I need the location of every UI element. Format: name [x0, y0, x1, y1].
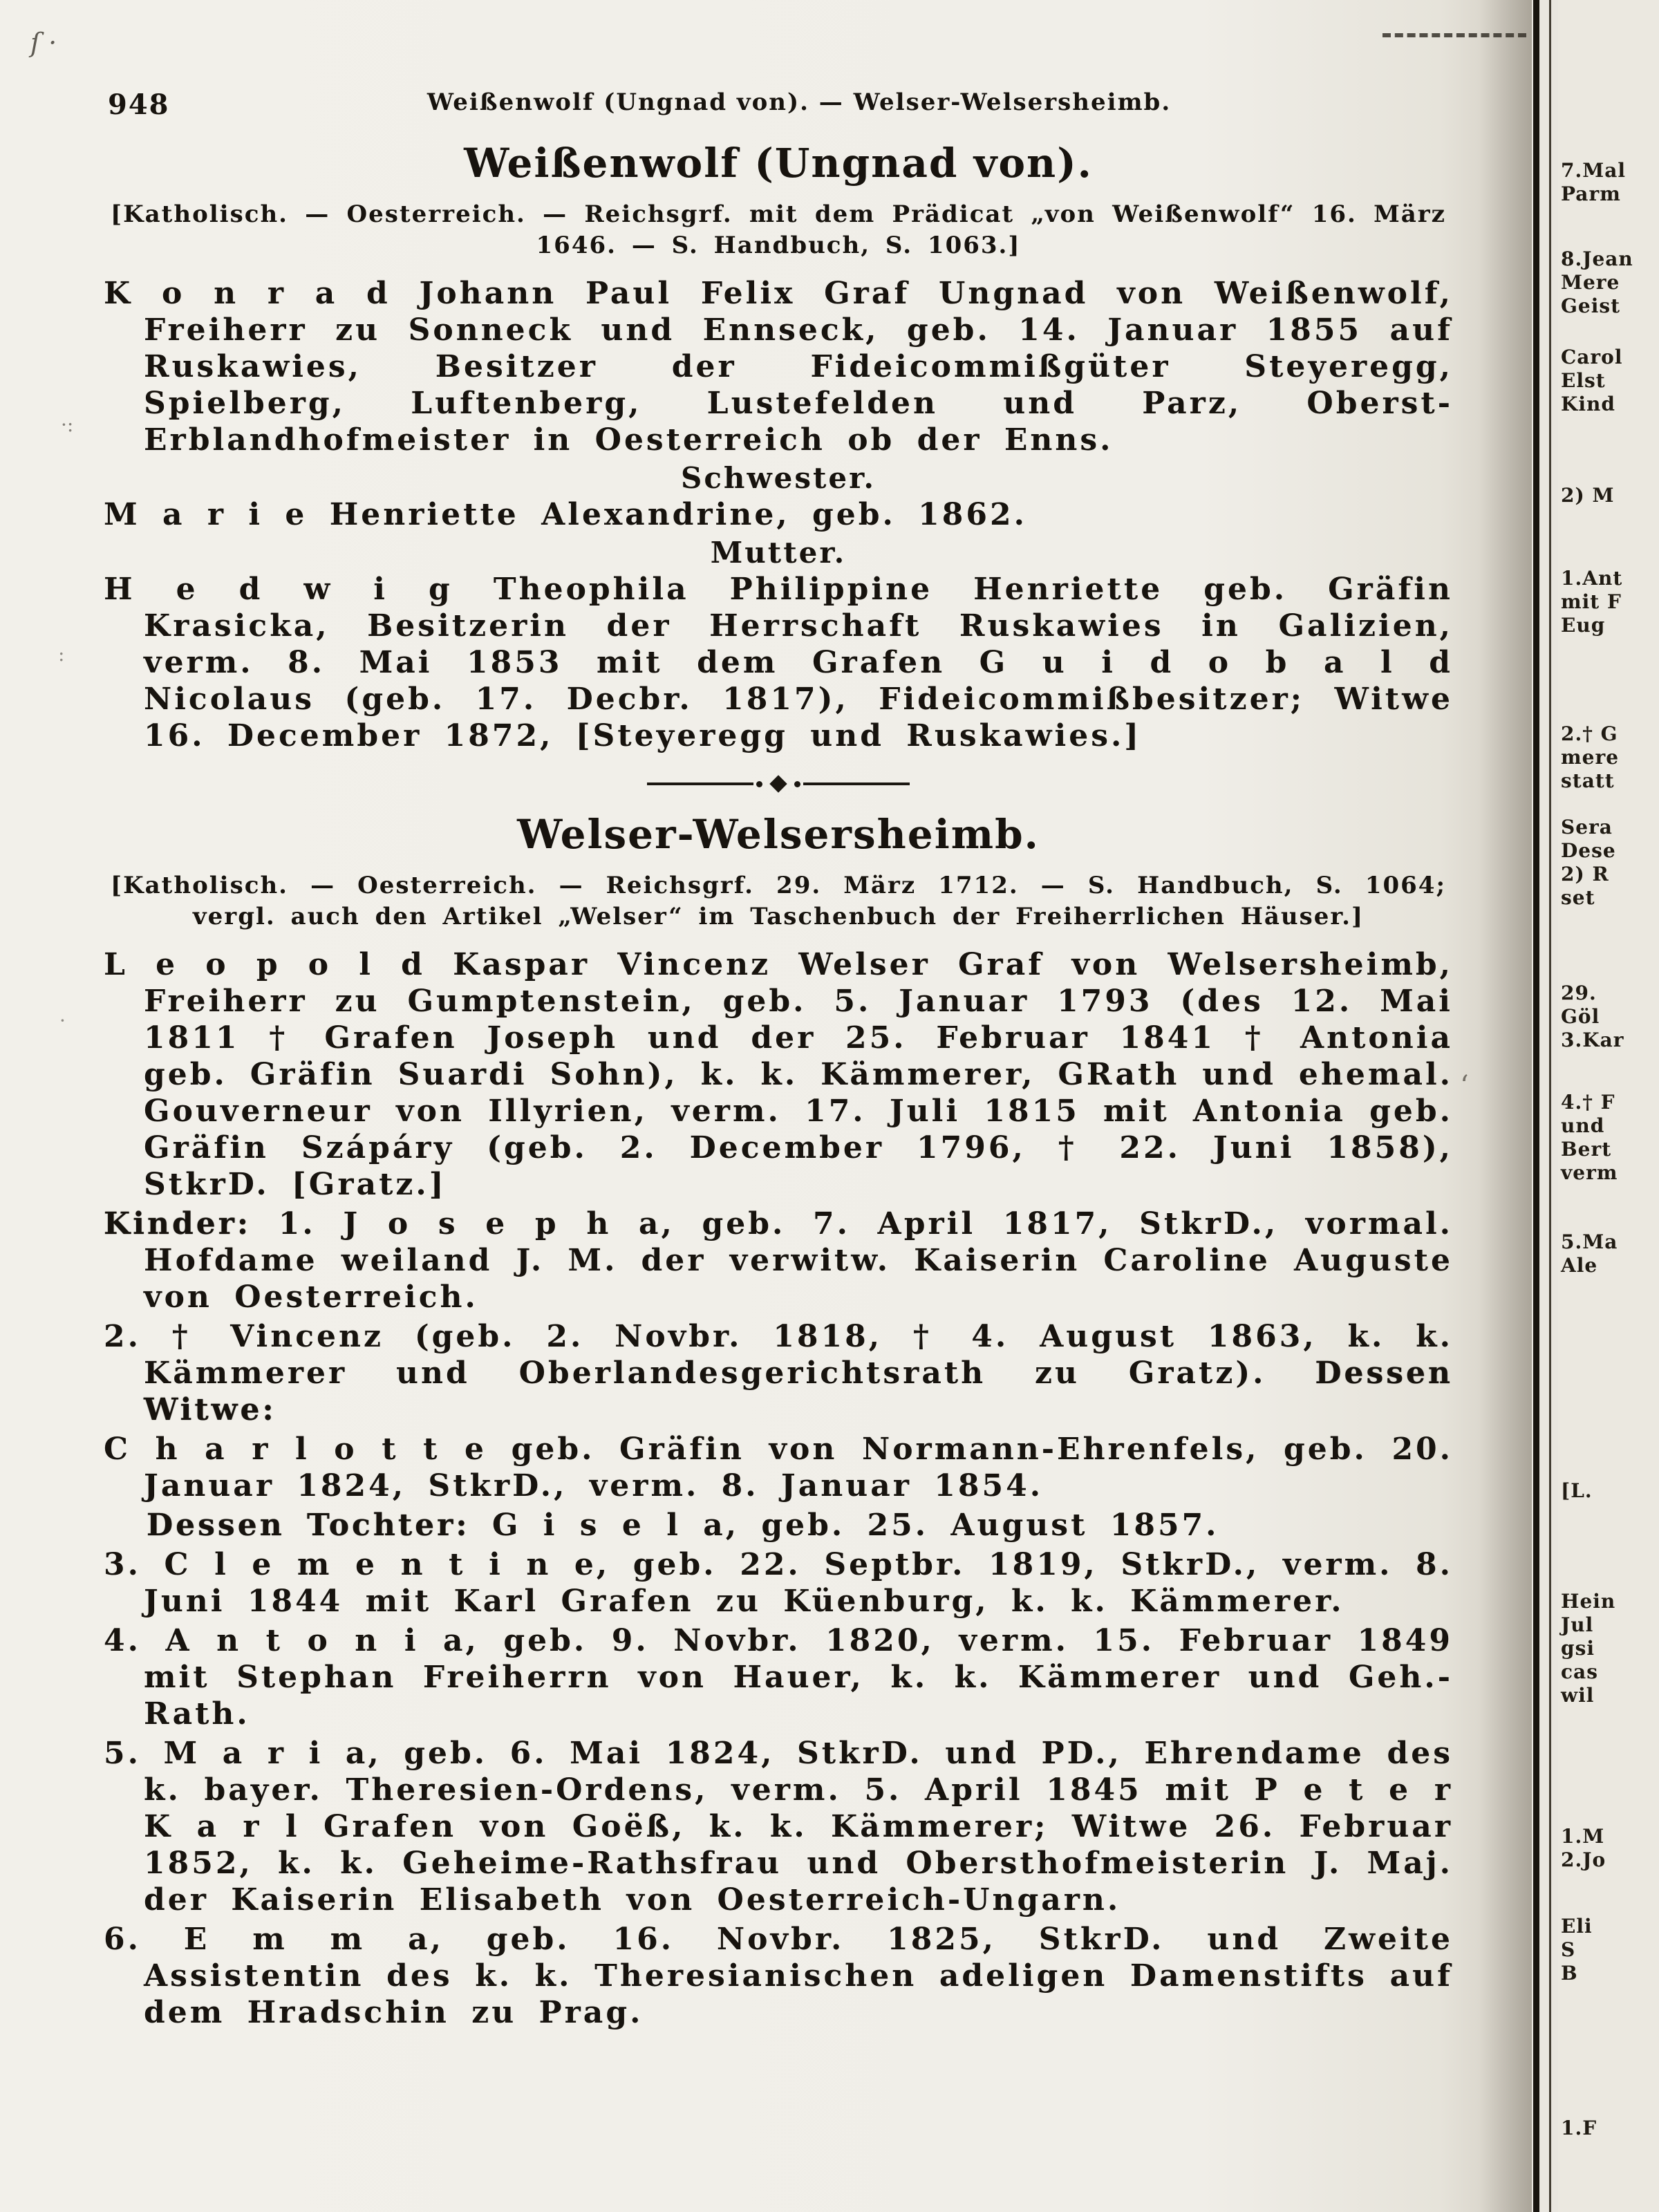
running-head: Weißenwolf (Ungnad von). — Welser-Welsersheimb.: [427, 88, 1172, 116]
page-header: [104, 88, 1453, 124]
adjacent-page-fragment: 2) R: [1561, 863, 1609, 885]
entry-child-4: [104, 1622, 1453, 1732]
entry-child-2: [104, 1318, 1453, 1428]
adjacent-page-fragment: [L.: [1561, 1479, 1593, 1502]
fragment-group: [1561, 1590, 1659, 1707]
adjacent-page-fragment: Bert: [1561, 1138, 1612, 1161]
entry-child-2-daughter: [104, 1507, 1453, 1544]
adjacent-page-column: [1558, 0, 1659, 2212]
entry-tail: Dessen Witwe:: [144, 1356, 1453, 1427]
adjacent-page-fragment: B: [1561, 1962, 1578, 1985]
page-edge-rule-thick: [1533, 0, 1539, 2212]
scan-artifact-speck: ·: [59, 1009, 66, 1032]
fragment-group: [1561, 159, 1659, 206]
page-edge-rule-thin: [1549, 0, 1551, 2212]
adjacent-page-fragment: 2.† G: [1561, 722, 1618, 745]
scan-artifact-speck: ·:: [61, 413, 74, 436]
section-title: Welser-Welsersheimb.: [517, 811, 1040, 858]
entry-text: 6. E m m a, geb. 16. Novbr. 1825, StkrD. und Zweite Assistentin des k. k. Theresianischen adeligen Damenstifts auf dem Hradschin zu Prag.: [104, 1922, 1453, 2030]
fragment-group: [1561, 346, 1659, 416]
adjacent-page-fragment: 3.Kar: [1561, 1029, 1624, 1051]
adjacent-page-fragment: Carol: [1561, 346, 1623, 368]
fragment-group: [1561, 1230, 1659, 1277]
section-weissenwolf: [104, 140, 1453, 754]
section-welser: [104, 811, 1453, 2031]
scan-artifact-speck: ʻ: [1460, 1070, 1469, 1102]
section-divider: [647, 778, 910, 790]
entry-child-3: [104, 1546, 1453, 1620]
fragment-group: [1561, 1091, 1659, 1185]
adjacent-page-fragment: Jul: [1561, 1613, 1594, 1636]
entry-child-6: [104, 1921, 1453, 2031]
fragment-group: [1561, 567, 1659, 637]
adjacent-page-fragment: Geist: [1561, 294, 1621, 317]
page-gutter-shadow: [1479, 0, 1532, 2212]
entry-lead: Kinder:: [104, 1206, 252, 1241]
entry-child-2-widow: [104, 1431, 1453, 1504]
adjacent-page-fragment: Mere: [1561, 271, 1620, 294]
adjacent-page-fragment: Hein: [1561, 1590, 1616, 1613]
adjacent-page-fragment: 1.M: [1561, 1825, 1605, 1848]
adjacent-page-fragment: Eli: [1561, 1915, 1593, 1938]
adjacent-page-fragment: 5.Ma: [1561, 1230, 1618, 1253]
divider-line: [803, 782, 910, 785]
divider-dot: [794, 781, 800, 787]
adjacent-page-fragment: 2) M: [1561, 484, 1615, 507]
adjacent-page-fragment: mit F: [1561, 590, 1622, 613]
entry-text: 4. A n t o n i a, geb. 9. Novbr. 1820, verm. 15. Februar 1849 mit Stephan Freiherrn von Hauer, k. k. Kämmerer und Geh.-Rath.: [104, 1623, 1453, 1732]
adjacent-page-fragment: verm: [1561, 1161, 1618, 1184]
fragment-group: [1561, 1825, 1659, 1872]
adjacent-page-fragment: cas: [1561, 1660, 1598, 1683]
adjacent-page-fragment: Eug: [1561, 614, 1606, 637]
adjacent-page-fragment: wil: [1561, 1684, 1595, 1707]
entry-head-of-family: K o n r a d Johann Paul Felix Graf Ungnad von Weißenwolf, Freiherr zu Sonneck und Ennseck, geb. 14. Januar 1855 auf Ruskawies, Besitzer der Fideicommißgüter Steyeregg, Spielberg, Luftenberg, Lustefelden und Parz, Oberst-Erblandhofmeister in Oesterreich ob der Enns.: [104, 276, 1453, 458]
adjacent-page-fragment: mere: [1561, 746, 1620, 769]
fragment-group: [1561, 982, 1659, 1052]
adjacent-page-fragment: Kind: [1561, 393, 1615, 415]
adjacent-page-fragment: gsi: [1561, 1637, 1595, 1660]
divider-dot: [756, 781, 762, 787]
entry-text: C h a r l o t t e geb. Gräfin von Normann-Ehrenfels, geb. 20. Januar 1824, StkrD., verm. 8. Januar 1854.: [104, 1432, 1453, 1503]
adjacent-page-fragment: Ale: [1561, 1254, 1598, 1277]
entry-sister: M a r i e Henriette Alexandrine, geb. 1862.: [104, 497, 1027, 532]
fragment-group: [1561, 1915, 1659, 1985]
entry-text: 3. C l e m e n t i n e, geb. 22. Septbr. 1819, StkrD., verm. 8. Juni 1844 mit Karl Grafen zu Küenburg, k. k. Kämmerer.: [104, 1547, 1453, 1619]
adjacent-page-fragment: 29.: [1561, 982, 1597, 1004]
entry-text: G i s e l a, geb. 25. August 1857.: [469, 1508, 1219, 1543]
section-title: Weißenwolf (Ungnad von).: [464, 140, 1093, 187]
entry-child-5: [104, 1735, 1453, 1918]
scan-artifact-ink: ſ ·: [30, 28, 57, 58]
adjacent-page-fragment: Elst: [1561, 369, 1606, 392]
page-number: 948: [108, 88, 170, 121]
adjacent-page-fragment: 8.Jean: [1561, 247, 1633, 270]
fragment-group: [1561, 816, 1659, 910]
entry-lead: Dessen Tochter:: [147, 1508, 470, 1543]
adjacent-page-fragment: 7.Mal: [1561, 159, 1627, 182]
adjacent-page-fragment: Parm: [1561, 182, 1621, 205]
scan-artifact-speck: :: [58, 643, 65, 666]
adjacent-page-fragment: Sera: [1561, 816, 1613, 838]
entry-head-of-family: L e o p o l d Kaspar Vincenz Welser Graf von Welsersheimb, Freiherr zu Gumptenstein, geb. 5. Januar 1793 (des 12. Mai 1811 † Grafen Joseph und der 25. Februar 1841 † Antonia geb. Gräfin Suardi Sohn), k. k. Kämmerer, GRath und ehemal. Gouverneur von Illyrien, verm. 17. Juli 1815 mit Antonia geb. Gräfin Szápáry (geb. 2. December 1796, † 22. Juni 1858), StkrD. [Gratz.]: [104, 947, 1453, 1202]
subheading-mutter: Mutter.: [710, 536, 847, 570]
entry-mother: H e d w i g Theophila Philippine Henriette geb. Gräfin Krasicka, Besitzerin der Herrschaft Ruskawies in Galizien, verm. 8. Mai 1853 mit dem Grafen G u i d o b a l d Nicolaus (geb. 17. Decbr. 1817), Fideicommißbesitzer; Witwe 16. December 1872, [Steyeregg und Ruskawies.]: [104, 572, 1453, 753]
adjacent-page-fragment: und: [1561, 1114, 1605, 1137]
adjacent-page-fragment: 1.Ant: [1561, 567, 1623, 590]
adjacent-page-fragment: 2.Jo: [1561, 1848, 1606, 1871]
section-intro: [Katholisch. — Oesterreich. — Reichsgrf. 29. März 1712. — S. Handbuch, S. 1064; vergl. auch den Artikel „Welser“ im Taschenbuch der Freiherrlichen Häuser.]: [111, 872, 1446, 930]
adjacent-page-fragment: Göl: [1561, 1005, 1600, 1028]
section-intro: [Katholisch. — Oesterreich. — Reichsgrf. mit dem Prädicat „von Weißenwolf“ 16. März 1646. — S. Handbuch, S. 1063.]: [111, 200, 1446, 259]
adjacent-page-fragment: Dese: [1561, 839, 1616, 862]
fragment-group: [1561, 722, 1659, 793]
adjacent-page-fragment: statt: [1561, 769, 1615, 792]
entry-text: 5. M a r i a, geb. 6. Mai 1824, StkrD. und PD., Ehrendame des k. bayer. Theresien-Ordens, verm. 5. April 1845 mit P e t e r K a r l Grafen von Goëß, k. k. Kämmerer; Witwe 26. Februar 1852, k. k. Geheime-Rathsfrau und Obersthofmeisterin J. Maj. der Kaiserin Elisabeth von Oesterreich-Ungarn.: [104, 1736, 1453, 1918]
fragment-group: [1561, 247, 1659, 318]
adjacent-page-fragment: set: [1561, 886, 1595, 909]
subheading-schwester: Schwester.: [681, 461, 876, 495]
divider-diamond: [769, 775, 787, 792]
adjacent-page-fragment: S: [1561, 1938, 1576, 1961]
entry-text: 2. † Vincenz (geb. 2. Novbr. 1818, † 4. August 1863, k. k. Kämmerer und Oberlandesgerichtsrath zu Gratz).: [104, 1319, 1453, 1391]
adjacent-page-fragment: 1.F: [1561, 2117, 1597, 2139]
fragment-group: [1561, 1479, 1659, 1503]
fragment-group: [1561, 484, 1659, 507]
adjacent-page-fragment: 4.† F: [1561, 1091, 1615, 1114]
entry-child-1: [104, 1206, 1453, 1315]
divider-line: [647, 782, 753, 785]
text-column: [104, 88, 1453, 2034]
entry-text: 1. J o s e p h a, geb. 7. April 1817, StkrD., vormal. Hofdame weiland J. M. der verwitw. Kaiserin Caroline Auguste von Oesterreich.: [144, 1206, 1453, 1315]
fragment-group: [1561, 2117, 1659, 2140]
